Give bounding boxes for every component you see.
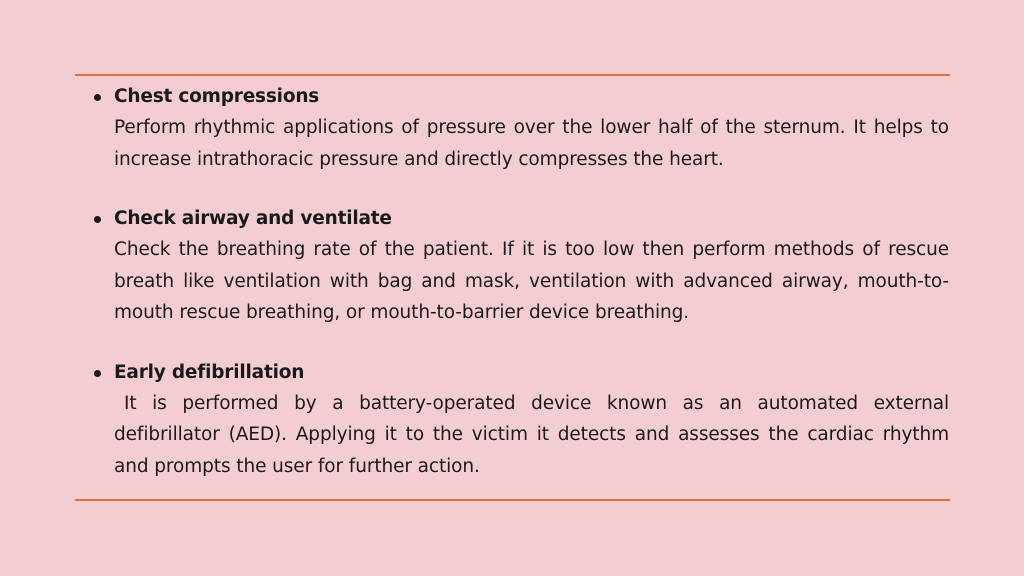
item-heading: Chest compressions bbox=[114, 86, 320, 107]
bullet-icon bbox=[94, 216, 101, 223]
item-description: It is performed by a battery-operated device known as an automated external defibrillator (AED). Applying it to the victim it detects and assesses the cardiac rhythm and prompts the user for further action. bbox=[114, 392, 949, 477]
item-description: Perform rhythmic applications of pressure over the lower half of the sternum. It helps to increase intrathoracic pressure and directly compresses the heart. bbox=[114, 117, 949, 170]
list-item-airway-ventilate bbox=[91, 206, 949, 329]
top-divider bbox=[75, 74, 950, 76]
bullet-list bbox=[91, 84, 949, 482]
item-heading: Check airway and ventilate bbox=[114, 208, 392, 229]
bullet-icon bbox=[94, 370, 101, 377]
item-heading: Early defibrillation bbox=[114, 361, 305, 383]
bullet-icon bbox=[94, 94, 101, 101]
list-item-early-defibrillation bbox=[91, 360, 949, 483]
bottom-divider bbox=[75, 499, 950, 501]
list-item-chest-compressions bbox=[91, 84, 949, 175]
item-description: Check the breathing rate of the patient. If it is too low then perform methods of rescue breath like ventilation with bag and mask, ventilation with advanced airway, mouth-to-mouth rescue breathing, or mouth-to-barrier device breathing. bbox=[114, 239, 949, 323]
